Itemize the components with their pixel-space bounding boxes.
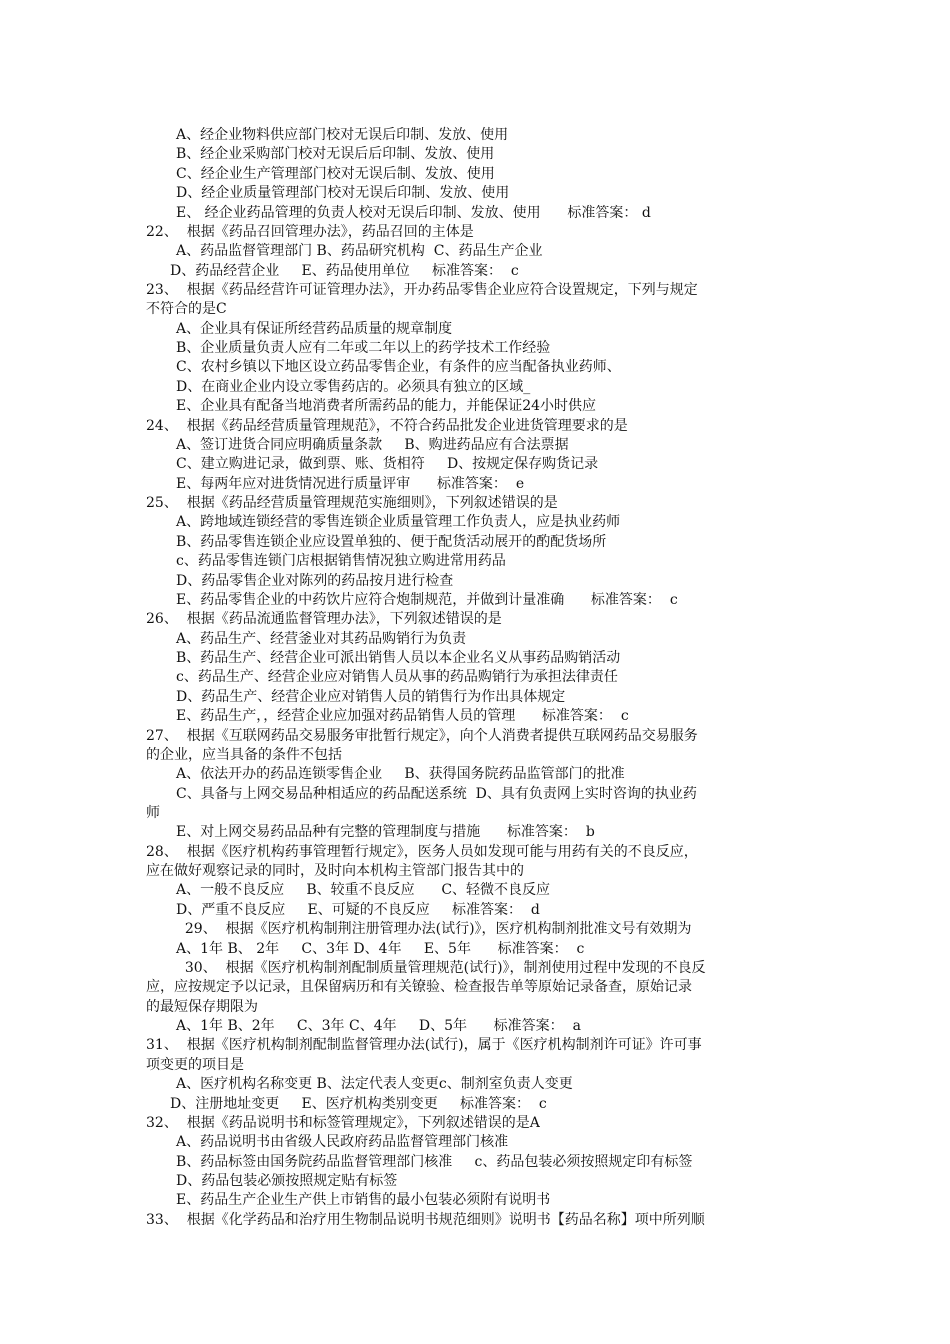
text-line <box>176 552 950 571</box>
text-line <box>146 978 950 997</box>
line-text: C、建立购进记录，做到票、账、货相符 D、按规定保存购货记录 <box>176 456 599 473</box>
text-line <box>176 901 950 920</box>
line-text: D、注册地址变更 E、医疗机构类别变更 标准答案： c <box>170 1095 547 1112</box>
text-line <box>176 668 950 687</box>
line-text: 29、 根据《医疗机构制荆注册管理办法(试行)》，医疗机构制剂批准文号有效期为 <box>176 921 692 938</box>
text-line <box>176 397 950 416</box>
line-text: 32、 根据《药品说明书和标签管理规定》，下列叙述错误的是A <box>146 1114 540 1131</box>
line-text: E、每两年应对进货情况进行质量评审 标准答案： e <box>176 475 525 492</box>
text-line <box>176 455 950 474</box>
text-line <box>176 765 950 784</box>
line-text: A、签订进货合同应明确质量条款 B、购进药品应有合法票据 <box>176 436 569 453</box>
line-text: D、严重不良反应 E、可疑的不良反应 标准答案： d <box>176 901 540 918</box>
text-line <box>176 242 950 261</box>
line-text: A、一般不良反应 B、较重不良反应 C、轻微不良反应 <box>176 882 551 899</box>
text-line <box>176 184 950 203</box>
line-text: A、药品监督管理部门 B、药品研究机构 C、药品生产企业 <box>176 243 543 260</box>
text-line <box>176 959 950 978</box>
line-text: A、1年 B、 2年 C、3年 D、4年 E、5年 标准答案： c <box>176 940 585 957</box>
line-text: 应，应按规定予以记录，且保留病历和有关镣验、检查报告单等原始记录备查，原始记录 <box>146 979 692 996</box>
line-text: 31、 根据《医疗机构制剂配制监督管理办法(试行)，属于《医疗机构制剂许可证》许可事 <box>146 1037 702 1054</box>
text-line <box>176 630 950 649</box>
text-line <box>176 649 950 668</box>
text-line <box>146 998 950 1017</box>
line-text: A、跨地域连锁经营的零售连锁企业质量管理工作负责人，应是执业药师 <box>176 514 621 531</box>
text-line <box>176 475 950 494</box>
text-line <box>146 417 950 436</box>
line-text: D、药品生产、经营企业应对销售人员的销售行为作出具体规定 <box>176 688 566 705</box>
line-text: A、医疗机构名称变更 B、法定代表人变更c、制剂室负责人变更 <box>176 1076 573 1093</box>
line-text: E、药品生产，，经营企业应加强对药品销售人员的管理 标准答案： c <box>176 708 629 725</box>
line-text: D、在商业企业内设立零售药店的。必须具有独立的区域_ <box>176 378 531 395</box>
line-text: 26、 根据《药品流通监督管理办法》，下列叙述错误的是 <box>146 611 502 628</box>
text-line <box>176 707 950 726</box>
text-line <box>176 145 950 164</box>
line-text: A、药品生产、经营釜业对其药品购销行为负责 <box>176 630 467 647</box>
text-line <box>176 940 950 959</box>
line-text: E、药品生产企业生产供上市销售的最小包装必须附有说明书 <box>176 1192 551 1209</box>
text-line <box>146 862 950 881</box>
line-text: 不符合的是C <box>146 301 227 318</box>
line-text: 33、 根据《化学药品和治疗用生物制品说明书规范细则》说明书【药品名称】项中所列顺 <box>146 1211 705 1228</box>
text-line <box>176 572 950 591</box>
text-line <box>146 610 950 629</box>
line-text: B、药品零售连锁企业应设置单独的、便于配货活动展开的酌配货场所 <box>176 533 607 550</box>
line-text: E、对上网交易药品品种有完整的管理制度与措施 标准答案： b <box>176 824 595 841</box>
line-text: 28、 根据《医疗机构药事管理暂行规定》，医务人员如发现可能与用药有关的不良反应， <box>146 843 698 860</box>
line-text: E、 经企业药品管理的负责人校对无误后印制、发放、使用 标准答案： d <box>176 204 651 221</box>
line-text: E、企业具有配备当地消费者所需药品的能力，并能保证24小时供应 <box>176 398 597 415</box>
text-line <box>176 1075 950 1094</box>
text-line <box>176 533 950 552</box>
line-text: A、1年 B、2年 C、3年 C、4年 D、5年 标准答案： a <box>176 1018 581 1034</box>
text-line <box>176 165 950 184</box>
line-text: 22、 根据《药品召回管理办法》，药品召回的主体是 <box>146 223 474 240</box>
line-text: C、农村乡镇以下地区设立药品零售企业，有条件的应当配备执业药师、 <box>176 359 621 376</box>
line-text: D、药品包装必颁按照规定贴有标签 <box>176 1173 398 1189</box>
line-text: D、经企业质量管理部门校对无误后印制、发放、使用 <box>176 185 510 202</box>
line-text: 24、 根据《药品经营质量管理规范》，不符合药品批发企业进货管理要求的是 <box>146 417 628 434</box>
text-line <box>176 1172 950 1191</box>
text-line <box>176 823 950 842</box>
line-text: E、药品零售企业的中药饮片应符合炮制规范，并做到计量准确 标准答案： c <box>176 591 678 608</box>
text-line <box>176 378 950 397</box>
line-text: c、药品生产、经营企业应对销售人员从事的药品购销行为承担法律责任 <box>176 669 618 686</box>
text-line <box>146 494 950 513</box>
text-line <box>176 358 950 377</box>
text-line <box>170 1095 950 1114</box>
text-line <box>176 1017 950 1036</box>
text-line <box>146 1211 950 1230</box>
line-text: A、企业具有保证所经营药品质量的规章制度 <box>176 320 453 337</box>
line-text: D、药品经营企业 E、药品使用单位 标准答案： c <box>170 262 519 279</box>
line-text: D、药品零售企业对陈列的药品按月进行检查 <box>176 572 454 589</box>
text-line <box>176 785 950 804</box>
text-line <box>176 1153 950 1172</box>
text-line <box>146 804 950 823</box>
text-line <box>146 1056 950 1075</box>
text-line <box>176 204 950 223</box>
text-line <box>176 591 950 610</box>
line-text: 的企业，应当具备的条件不包括 <box>146 746 342 763</box>
text-line <box>176 1133 950 1152</box>
line-text: 25、 根据《药品经营质量管理规范实施细则》，下列叙述错误的是 <box>146 495 558 511</box>
line-text: A、依法开办的药品连锁零售企业 B、获得国务院药品监管部门的批准 <box>176 766 625 783</box>
line-text: B、企业质量负责人应有二年或二年以上的药学技术工作经验 <box>176 340 551 357</box>
text-line <box>176 1191 950 1210</box>
line-text: 的最短保存期限为 <box>146 998 258 1015</box>
text-line <box>146 281 950 300</box>
text-line <box>170 262 950 281</box>
line-text: A、药品说明书由省级人民政府药品监督管理部门核准 <box>176 1134 509 1151</box>
text-line <box>176 920 950 939</box>
text-line <box>146 727 950 746</box>
line-text: B、药品生产、经营企业可派出销售人员以本企业名义从事药品购销活动 <box>176 650 621 666</box>
line-text: C、经企业生产管理部门校对无误后制、发放、使用 <box>176 165 495 182</box>
line-text: B、经企业采购部门校对无误后后印制、发放、使用 <box>176 146 495 163</box>
text-line <box>146 843 950 862</box>
line-text: A、经企业物料供应部门校对无误后印制、发放、使用 <box>176 127 509 143</box>
line-text: C、具备与上网交易品种相适应的药品配送系统 D、具有负责网上实时咨询的执业药 <box>176 785 697 802</box>
text-line <box>146 746 950 765</box>
text-line <box>146 300 950 319</box>
line-text: 27、 根据《互联网药品交易服务审批暂行规定》，向个人消费者提供互联网药品交易服务 <box>146 727 698 744</box>
text-line <box>176 339 950 358</box>
text-line <box>146 1036 950 1055</box>
line-text: 项变更的项目是 <box>146 1056 244 1073</box>
text-line <box>146 223 950 242</box>
text-line <box>176 126 950 145</box>
line-text: 23、 根据《药品经营许可证管理办法》，开办药品零售企业应符合设置规定，下列与规定 <box>146 282 698 298</box>
text-line <box>176 881 950 900</box>
line-text: B、药品标签由国务院药品监督管理部门核准 c、药品包装必须按照规定印有标签 <box>176 1153 693 1170</box>
text-line <box>176 513 950 532</box>
text-line <box>176 436 950 455</box>
text-line <box>176 688 950 707</box>
text-line <box>176 320 950 339</box>
line-text: c、药品零售连锁门店根据销售情况独立购进常用药品 <box>176 553 506 570</box>
text-line <box>146 1114 950 1133</box>
line-text: 应在做好观察记录的同时，及时向本机构主管部门报告其中的 <box>146 863 524 880</box>
line-text: 30、 根据《医疗机构制剂配制质量管理规范(试行)》，制剂使用过程中发现的不良反 <box>176 959 706 976</box>
line-text: 师 <box>146 805 160 821</box>
